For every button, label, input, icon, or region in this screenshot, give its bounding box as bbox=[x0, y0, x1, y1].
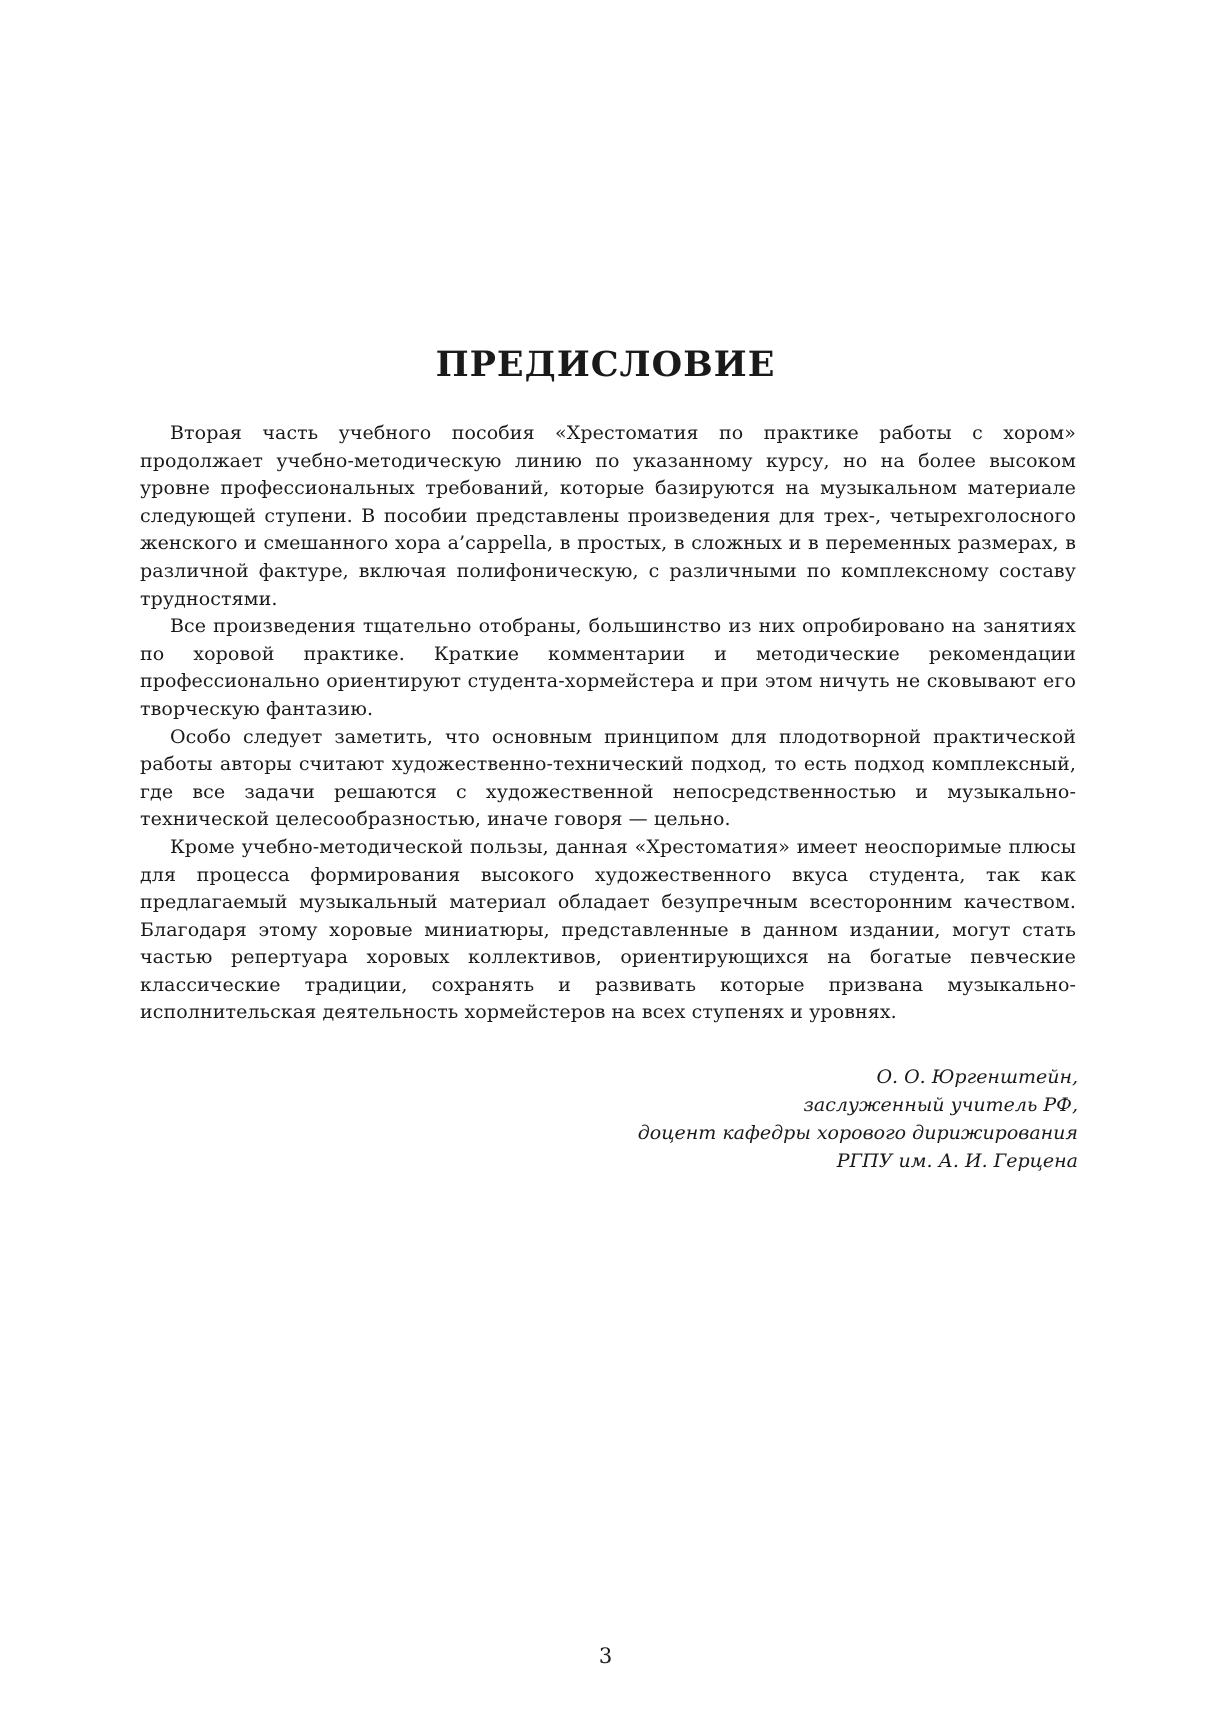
author-institution: РГПУ им. А. И. Герцена bbox=[836, 1150, 1078, 1172]
author-name: О. О. Юргенштейн, bbox=[876, 1066, 1078, 1088]
paragraph-3: Особо следует заметить, что основным принципом для плодотворной практической работы авторы считают художественно-технический подход, то есть подход комплексный, где все задачи решаются с художественной непосредственностью и музыкально-технической целесообразностью, иначе говоря — цельно. bbox=[140, 725, 1076, 831]
paragraph-2: Все произведения тщательно отобраны, большинство из них опробировано на занятиях по хоровой практике. Краткие комментарии и методические рекомендации профессионально ориентируют студента-хормейстера и при этом ничуть не сковывают его творческую фантазию. bbox=[140, 615, 1076, 720]
author-position: доцент кафедры хорового дирижирования bbox=[637, 1122, 1078, 1144]
author-title: заслуженный учитель РФ, bbox=[803, 1094, 1078, 1116]
page-number: 3 bbox=[598, 1644, 613, 1668]
author-signature bbox=[638, 1063, 1078, 1175]
paragraph-4: Кроме учебно-методической пользы, данная «Хрестоматия» имеет неоспоримые плюсы для процесса формирования высокого художественного вкуса студента, так как предлагаемый музыкальный материал обладает безупречным всесторонним качеством. Благодаря этому хоровые миниатюры, представленные в данном издании, могут стать частью репертуара хоровых коллективов, ориентирующихся на богатые певческие классические традиции, сохранять и развивать которые призвана музыкально-исполнительская деятельность хормейстеров на всех ступенях и уровнях. bbox=[140, 835, 1076, 1024]
page-title: ПРЕДИСЛОВИЕ bbox=[435, 344, 776, 385]
preface-body bbox=[140, 420, 1076, 1027]
paragraph-1: Вторая часть учебного пособия «Хрестоматия по практике работы с хором» продолжает учебно-методическую линию по указанному курсу, но на более высоком уровне профессиональных требований, которые базируются на музыкальном материале следующей ступени. В пособии представлены произведения для трех-, четырехголосного женского и смешанного хора a’cappella, в простых, в сложных и в переменных размерах, в различной фактуре, включая полифоническую, с различными по комплексному составу трудностями. bbox=[140, 422, 1076, 610]
